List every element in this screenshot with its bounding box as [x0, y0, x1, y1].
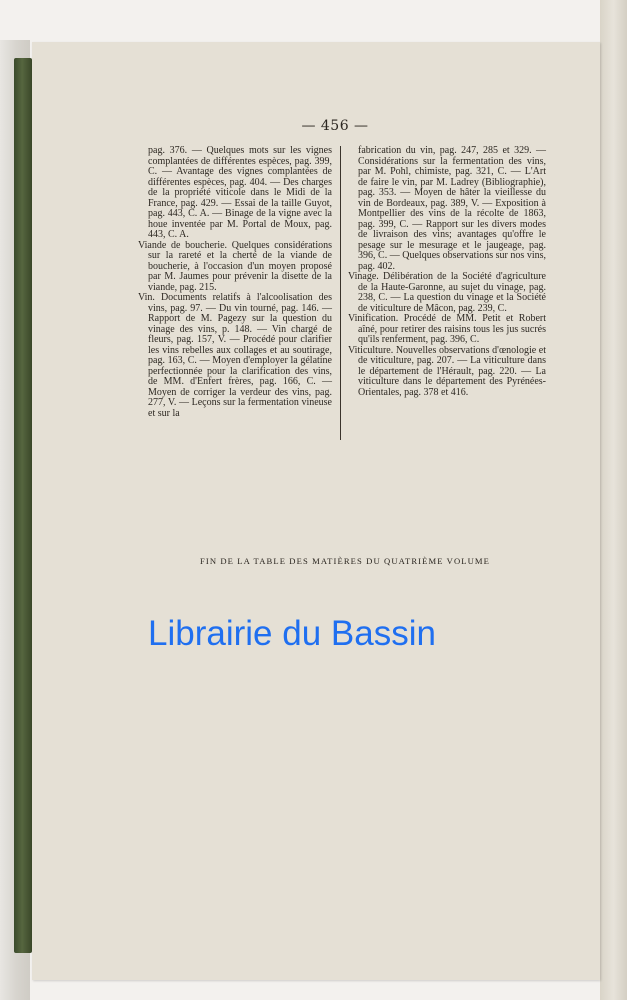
column-divider [340, 146, 341, 440]
index-entry: Viande de boucherie. Quelques considérations sur la rareté et la cherté de la viande de boucherie, à l'occasion d'un moyen proposé par M. Jaumes pour prévenir la disette de la viande, pag. 215. [138, 239, 332, 293]
index-entry: Vinage. Délibération de la Société d'agriculture de la Haute-Garonne, au sujet du vinage, pag. 238, C. — La question du vinage et la Société de viticulture de Mâcon, pag. 239, C. [348, 271, 546, 314]
right-column [348, 146, 546, 398]
index-entry: Vin. Documents relatifs à l'alcoolisation des vins, pag. 97. — Du vin tourné, pag. 146. — Rapport de M. Pagezy sur la question du vinage des vins, p. 148. — Vin chargé de fleurs, pag. 157, V. — Procédé pour clarifier les vins rebelles aux collages et au soutirage, pag. 163, C. — Moyen d'employer la gélatine perfectionnée pour la clarification des vins, de MM. d'Enfert frères, pag. 166, C. — Moyen de corriger la verdeur des vins, pag. 277, V. — Leçons sur la fermentation vineuse et sur la [138, 292, 332, 419]
page-number: — 456 — [301, 118, 369, 134]
watermark-text: Librairie du Bassin [148, 614, 436, 653]
index-entry: Vinification. Procédé de MM. Petit et Robert aîné, pour retirer des raisins tous les jus sucrés qu'ils renferment, pag. 396, C. [348, 313, 546, 345]
index-entry: pag. 376. — Quelques mots sur les vignes complantées de différentes espèces, pag. 399, C. — Avantage des vignes complantées de différentes espèces, pag. 404. — Des charges de la propriété viticole dans le Midi de la France, pag. 429. — Essai de la taille Guyot, pag. 443, C. A. — Binage de la vigne avec la houe inventée par M. Portal de Moux, pag. 443, C. A. [148, 145, 332, 240]
left-column [138, 146, 332, 419]
index-entry: fabrication du vin, pag. 247, 285 et 329. — Considérations sur la fermentation des vins, par M. Pohl, chimiste, pag. 321, C. — L'Art de faire le vin, par M. Ladrey (Bibliographie), pag. 353. — Moyen de hâter la vieillesse du vin de Bordeaux, pag. 389, V. — Exposition à Montpellier des vins de la récolte de 1863, pag. 399, C. — Rapport sur les divers modes de livraison des vins; avantages qu'offre le pesage sur le mesurage et le jaugeage, pag. 396, C. — Quelques observations sur nos vins, pag. 402. [358, 145, 546, 272]
book-spine [14, 58, 32, 953]
index-entry: Viticulture. Nouvelles observations d'œnologie et de viticulture, pag. 207. — La viticulture dans le département de l'Hérault, pag. 220. — La viticulture dans le département des Pyrénées-Orientales, pag. 378 et 416. [348, 344, 546, 398]
end-of-table-note: FIN DE LA TABLE DES MATIÈRES DU QUATRIÈME VOLUME [199, 556, 491, 566]
next-page-edge [600, 0, 627, 1000]
